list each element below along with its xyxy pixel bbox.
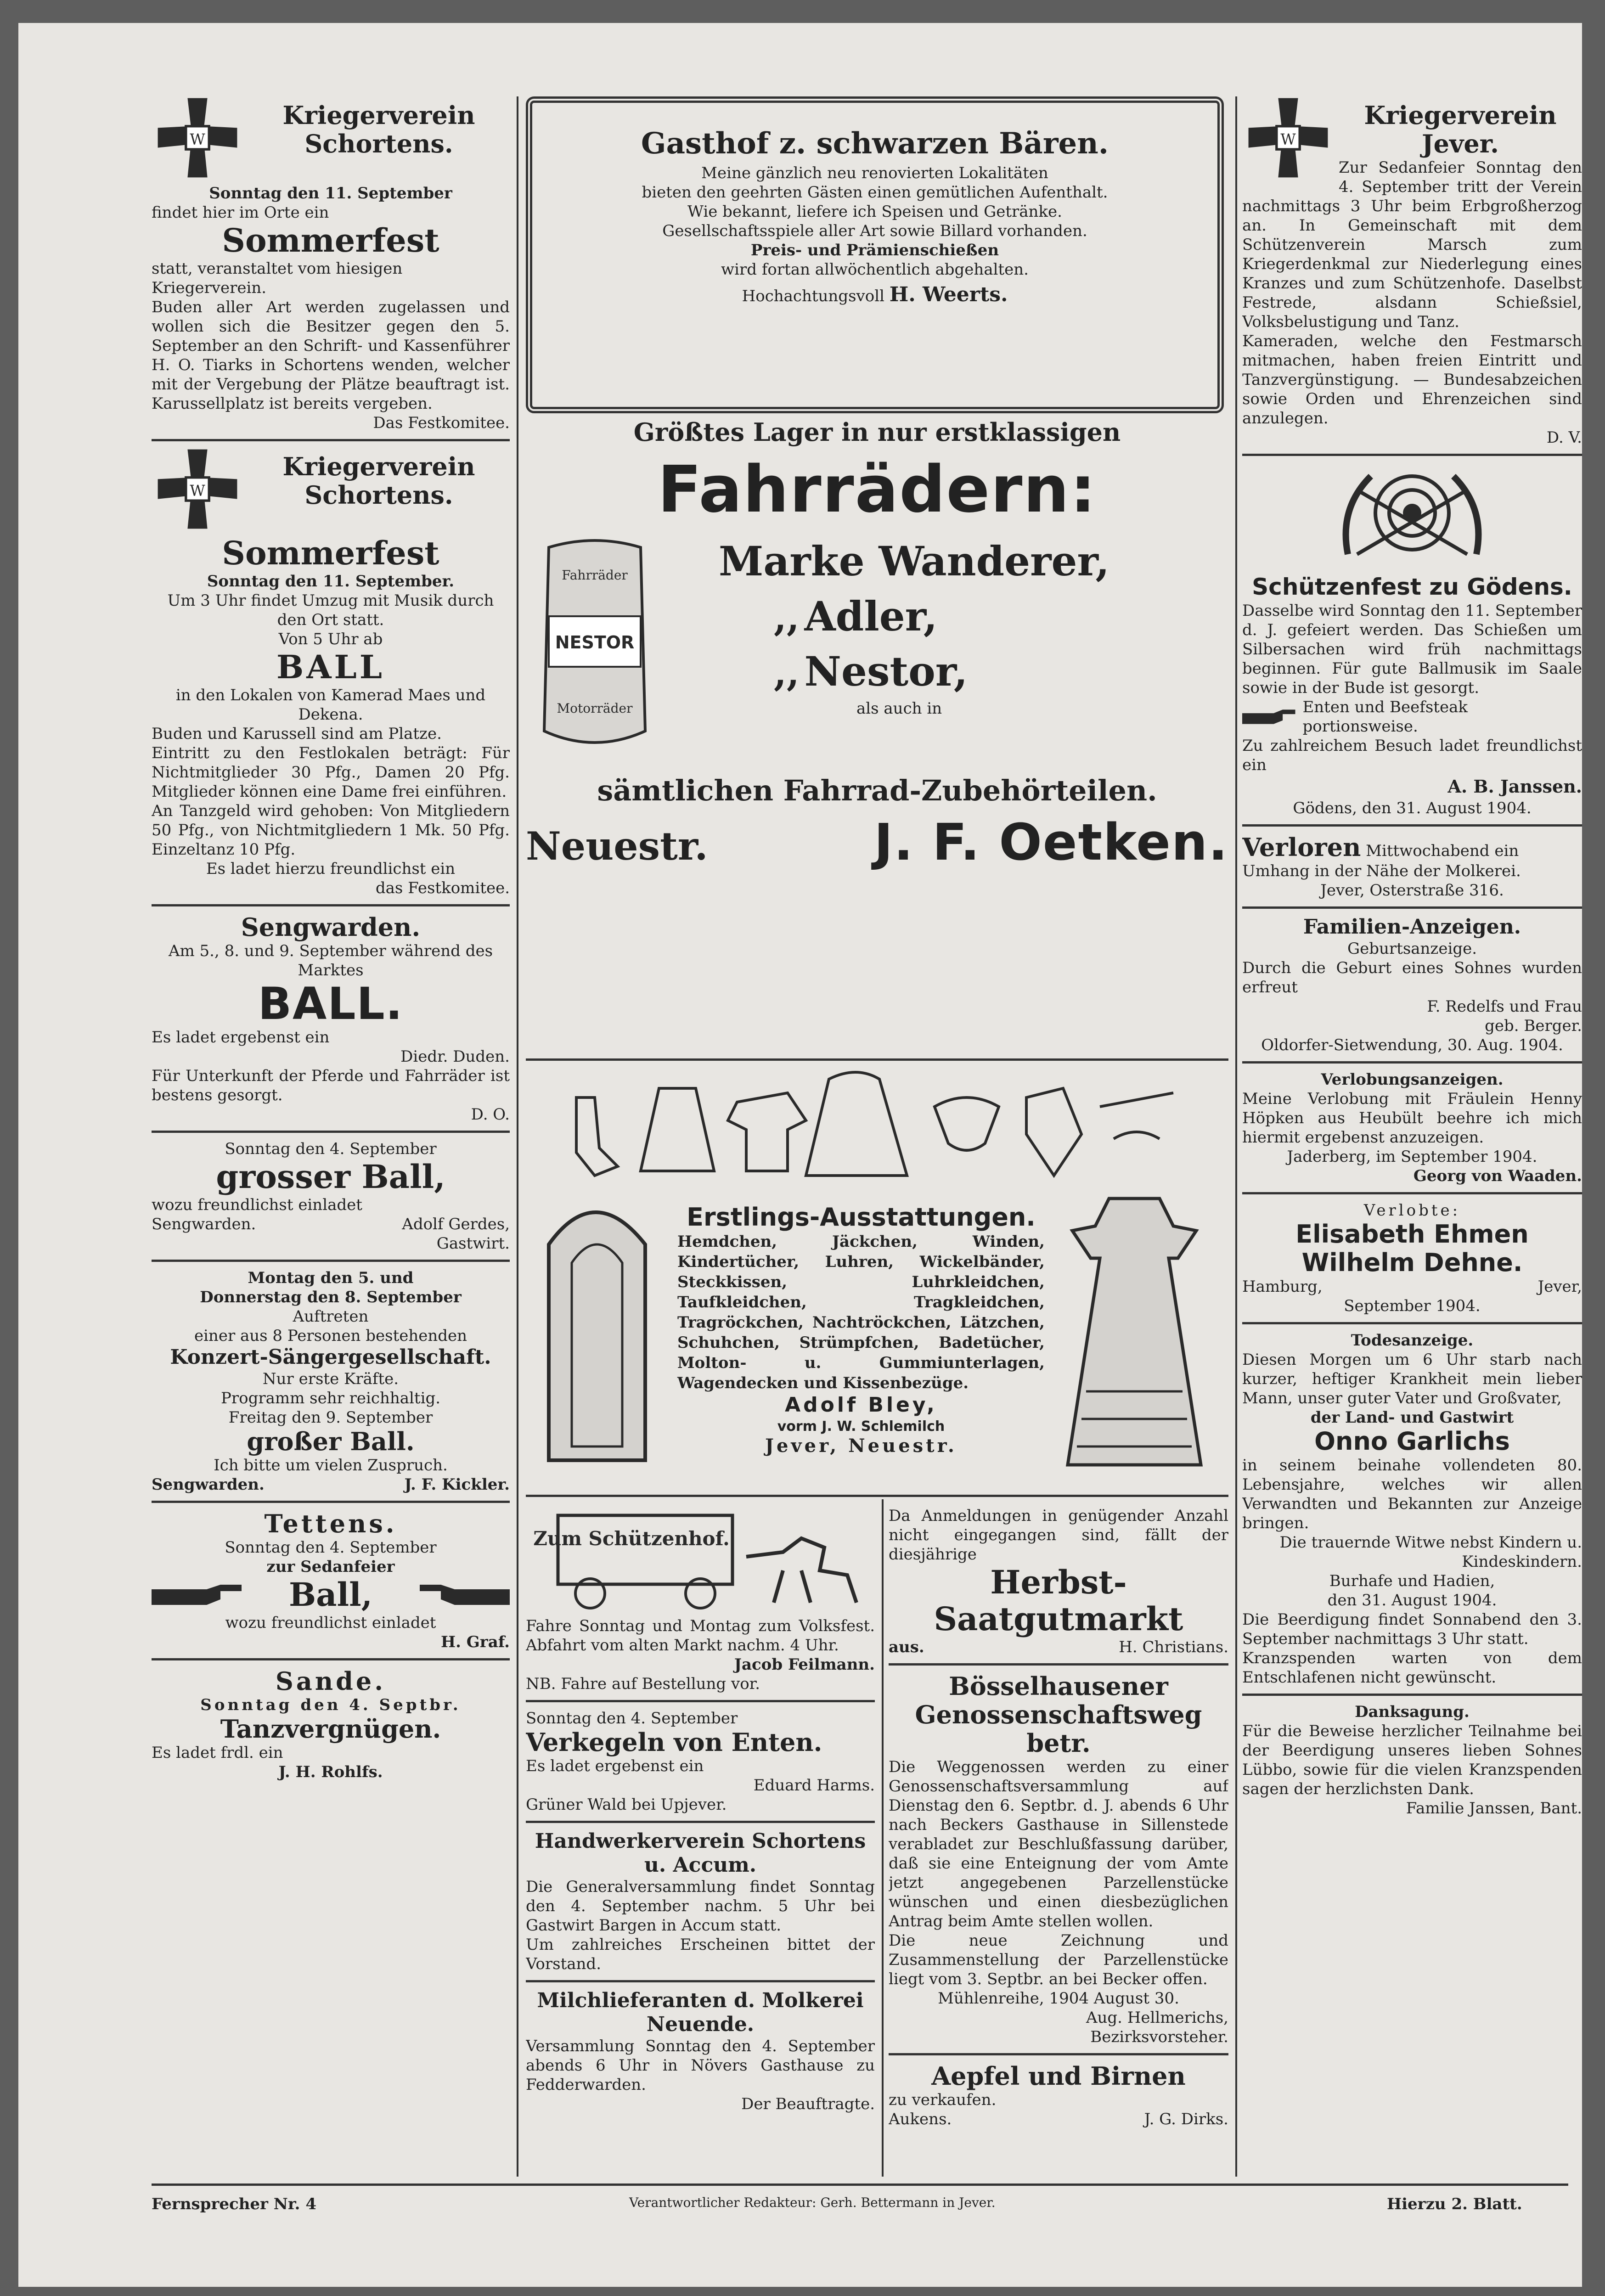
target-wreath-icon	[1329, 462, 1495, 573]
badge-middle: NESTOR	[555, 632, 635, 653]
ad-text: Es ladet ergebenst ein	[526, 1757, 704, 1775]
ad-text: Es ladet frdl. ein	[152, 1744, 283, 1762]
ad-text: findet hier im Orte ein	[152, 203, 329, 222]
section-subtitle: Verlobte:	[1363, 1201, 1461, 1220]
ad-kriegerverein-schortens-1	[152, 96, 510, 433]
brand-wanderer: Marke Wanderer,	[719, 537, 1110, 585]
ad-date: Sonntag den 4. September	[526, 1709, 738, 1728]
ad-body: Versammlung Sonntag den 4. September abends 6 Uhr in Növers Gasthause zu Fedderwarden.	[526, 2037, 875, 2094]
ad-gasthof	[526, 96, 1224, 413]
ad-place: Aukens.	[889, 2110, 952, 2128]
ad-headline: Handwerkerverein Schortens u. Accum.	[535, 1829, 866, 1877]
divider	[152, 1131, 510, 1133]
ad-ball: großer Ball.	[247, 1427, 415, 1456]
column-2-right-lower	[889, 1506, 1228, 2177]
ad-title: Kriegerverein Jever.	[1364, 101, 1557, 158]
ad-text: als auch in	[856, 699, 942, 718]
ad-body: Die neue Zeichnung und Zusammenstellung der Parzellenstücke liegt vom 3. Septbr. an bei Becker offen.	[889, 1931, 1228, 1988]
divider	[1242, 1192, 1582, 1194]
ad-text: der Land- und Gastwirt	[1310, 1408, 1514, 1427]
pillow-dress-icon	[530, 1189, 664, 1465]
ad-signature: Gastwirt.	[436, 1234, 510, 1253]
column-divider-right	[1235, 96, 1237, 2177]
horse-coach-icon	[526, 1506, 875, 1612]
svg-text:W: W	[190, 130, 205, 148]
ad-text: Am 5., 8. und 9. September während des Marktes	[168, 942, 493, 979]
ad-text: Für Unterkunft der Pferde und Fahrräder ist bestens gesorgt.	[152, 1067, 510, 1104]
divider	[526, 1700, 875, 1702]
divider	[526, 1821, 875, 1823]
familien-anzeigen	[1242, 915, 1582, 1818]
ad-body: Hemdchen, Jäckchen, Winden, Kindertücher, Luhren, Wickelbänder, Steckkissen, Luhrkleidchen, Taufkleidchen, Tragkleidchen, Tragröckchen, Nachtröckchen, Lätzchen, Schuhchen, Strümpfchen, Badetücher, Molton- u. Gummiunterlagen, Wagendecken und Kissenbezüge.	[677, 1232, 1045, 1392]
ad-text: Es ladet hierzu freundlichst ein	[206, 860, 456, 878]
ad-text: sämtlichen Fahrrad-Zubehörteilen.	[597, 774, 1157, 807]
ad-body: Buden aller Art werden zugelassen und wollen sich die Besitzer gegen den 5. September an den Schrift- und Kassenführer H. O. Tiarks in Schortens wenden, welcher mit der Vergebung der Plätze beauftragt ist. Karussellplatz ist bereits vergeben.	[152, 298, 510, 413]
ad-signature: das Festkomitee.	[375, 879, 510, 897]
ad-text: Für die Beweise herzlicher Teilnahme bei der Beerdigung unseres lieben Sohnes Lübbo, sowie für die vielen Kranzspenden sagen der herzlichsten Dank.	[1242, 1722, 1582, 1798]
ad-date: Mühlenreihe, 1904 August 30.	[938, 1989, 1179, 2008]
ad-text: einer aus 8 Personen bestehenden	[194, 1327, 467, 1345]
divider	[526, 1058, 1228, 1061]
brand-adler: Adler,	[804, 592, 938, 640]
ad-signature: vorm J. W. Schlemilch	[777, 1418, 945, 1435]
ad-text: Buden und Karussell sind am Platze.	[152, 725, 442, 743]
ad-title: Kriegerverein Schortens.	[282, 452, 475, 510]
ad-headline: Verloren	[1242, 833, 1361, 862]
ad-ball: BALL.	[258, 978, 404, 1030]
ad-date: Sonntag den 4. Septbr.	[200, 1696, 461, 1714]
ditto-mark: ,,	[774, 651, 800, 694]
ad-verloren	[1242, 833, 1582, 900]
ad-text: Eintritt zu den Festlokalen beträgt: Für Nichtmitglieder 30 Pfg., Damen 20 Pfg. Mitglieder können eine Dame frei einführen.	[152, 744, 510, 801]
ad-text: Kranzspenden warten von dem Entschlafenen nicht gewünscht.	[1242, 1649, 1582, 1687]
divider	[152, 1658, 510, 1660]
section-title: Familien-Anzeigen.	[1303, 915, 1521, 939]
ad-text: in den Lokalen von Kamerad Maes und Dekena.	[175, 686, 486, 724]
iron-cross-icon	[1247, 96, 1329, 179]
ad-title: Gasthof z. schwarzen Bären.	[641, 126, 1109, 161]
ad-date: den 31. August 1904.	[1327, 1591, 1497, 1609]
ad-text: Da Anmeldungen in genügender Anzahl nicht eingegangen sind, fällt der diesjährige	[889, 1507, 1228, 1564]
newspaper-page	[18, 23, 1582, 2287]
ad-text: Meine Verlobung mit Fräulein Henny Höpken aus Heubült beehre ich mich hiermit ergebenst anzuzeigen.	[1242, 1090, 1582, 1147]
ad-text: Diesen Morgen um 6 Uhr starb nach kurzer, heftiger Krankheit mein lieber Mann, unser guter Vater und Großvater,	[1242, 1351, 1582, 1407]
ad-text: Montag den 5. und	[248, 1269, 414, 1287]
section-subtitle: Geburtsanzeige.	[1347, 940, 1477, 958]
ad-herbst-saatgutmarkt	[889, 1506, 1228, 1657]
ad-text: Sonntag den 4. September	[225, 1538, 437, 1557]
ad-headline: Aepfel und Birnen	[931, 2061, 1186, 2091]
divider	[152, 1501, 510, 1503]
ad-body: Zur Sedanfeier Sonntag den 4. September tritt der Verein nachmittags 3 Uhr beim Erbgroßherzog an. In Gemeinschaft mit dem Schützenverein Marsch zum Kriegerdenkmal zur Niederlegung eines Kranzes und zum Schützenhofe. Daselbst Festrede, alsdann Schießsiel, Volksbelustigung und Tanz.	[1242, 158, 1582, 331]
pointing-hand-icon	[418, 1581, 510, 1609]
ad-milchlieferanten	[526, 1989, 875, 2114]
ad-date: Oldorfer-Sietwendung, 30. Aug. 1904.	[1261, 1036, 1563, 1054]
badge-top: Fahrräder	[562, 568, 628, 583]
ad-headline: Milchlieferanten d. Molkerei Neuende.	[537, 1989, 864, 2036]
ad-text: Freitag den 9. September	[228, 1408, 433, 1427]
ad-signature: H. Christians.	[1119, 1638, 1228, 1656]
ad-signature: J. G. Dirks.	[1144, 2110, 1228, 2128]
divider	[152, 904, 510, 906]
ad-place: Burhafe und Hadien,	[1329, 1572, 1495, 1590]
divider	[1242, 1694, 1582, 1696]
ad-text: Um zahlreiches Erscheinen bittet der Vorstand.	[526, 1936, 875, 1973]
ad-text: NB. Fahre auf Bestellung vor.	[526, 1675, 760, 1693]
ad-erstlings	[526, 1070, 1228, 1483]
ad-text: Fahre Sonntag und Montag zum Volksfest. Abfahrt vom alten Markt nachm. 4 Uhr.	[526, 1617, 875, 1654]
ad-signature: Diedr. Duden.	[400, 1047, 510, 1066]
bicycle-badge-icon	[535, 538, 654, 754]
ad-headline: Tanzvergnügen.	[220, 1714, 441, 1744]
ad-boesselhausen	[889, 1672, 1228, 2047]
ad-text: Es ladet ergebenst ein	[152, 1028, 330, 1047]
ad-ball: BALL	[276, 648, 385, 686]
iron-cross-icon	[156, 96, 239, 179]
ad-headline: Sommerfest	[222, 221, 439, 259]
footer-center: Verantwortlicher Redakteur: Gerh. Bettermann in Jever.	[629, 2195, 996, 2210]
ad-street: Neuestr.	[526, 823, 708, 869]
ad-signature: Familie Janssen, Bant.	[1406, 1799, 1582, 1818]
divider	[889, 2053, 1228, 2055]
column-divider-left	[517, 96, 518, 2177]
badge-bottom: Motorräder	[557, 701, 633, 716]
divider	[152, 1260, 510, 1262]
ad-text: zur Sedanfeier	[266, 1558, 395, 1576]
ad-body: Dasselbe wird Sonntag den 11. September d. J. gefeiert werden. Das Schießen um Silbersachen wird früh nachmittags beginnen. Für gute Ballmusik im Saale sowie in der Bude ist gesorgt.	[1242, 602, 1582, 697]
ad-konzert	[152, 1268, 510, 1494]
svg-text:W: W	[1280, 130, 1296, 148]
ad-text: zu verkaufen.	[889, 2091, 997, 2109]
ad-text: Größtes Lager in nur erstklassigen	[633, 417, 1121, 447]
ad-date: Jaderberg, im September 1904.	[1287, 1148, 1537, 1166]
ad-place: Sengwarden.	[152, 1475, 265, 1494]
ad-text: Preis- und Prämienschießen	[750, 241, 999, 259]
ad-signature: J. H. Rohlfs.	[278, 1763, 383, 1781]
name-deceased: Onno Garlichs	[1314, 1427, 1510, 1456]
ad-text: Die Beerdigung findet Sonnabend den 3. September nachmittags 3 Uhr statt.	[1242, 1610, 1582, 1648]
ad-text: Hochachtungsvoll	[742, 287, 884, 305]
ad-signature: Georg von Waaden.	[1413, 1167, 1582, 1185]
ad-signature: D. V.	[1546, 428, 1582, 447]
ad-text: Enten und Beefsteak portionsweise.	[1302, 698, 1468, 736]
ad-text: Auftreten	[293, 1307, 369, 1326]
ad-fahrraeder	[526, 418, 1228, 1061]
ad-text: Meine gänzlich neu renovierten Lokalitäten	[701, 164, 1048, 182]
ditto-mark: ,,	[774, 596, 800, 639]
christening-gown-icon	[1059, 1189, 1210, 1474]
name-groom: Wilhelm Dehne.	[1301, 1248, 1523, 1277]
ad-text: aus.	[889, 1638, 924, 1656]
ad-signature: J. F. Kickler.	[404, 1475, 510, 1494]
divider	[526, 1495, 1228, 1497]
ad-signature: D. O.	[471, 1105, 510, 1124]
ad-signature: H. Graf.	[440, 1633, 510, 1651]
ad-text: wird fortan allwöchentlich abgehalten.	[721, 260, 1029, 279]
ad-signature: Bezirksvorsteher.	[1090, 2028, 1228, 2046]
section-subtitle: Danksagung.	[1355, 1703, 1470, 1721]
ad-headline: grosser Ball,	[216, 1158, 445, 1196]
ad-signature: J. F. Oetken.	[874, 813, 1228, 872]
ad-text: Wie bekannt, liefere ich Speisen und Getränke.	[687, 203, 1062, 221]
ad-date: Sonntag den 4. September	[225, 1140, 437, 1158]
ad-body: Die Weggenossen werden zu einer Genossenschaftsversammlung auf Dienstag den 6. Septbr. d. J. abends 6 Uhr nach Beckers Gasthause in Sillenstede verabladet zur Beschlußfassung darüber, daß sie eine Enteignung der vom Amte jetzt angegebenen Parzellenstücke wünschen und einen diesbezüglichen Antrag beim Amte stellen wollen.	[889, 1758, 1228, 1930]
pointing-hand-icon	[152, 1581, 243, 1609]
divider	[1242, 1061, 1582, 1064]
ad-handwerkerverein	[526, 1829, 875, 1974]
ad-body: Kameraden, welche den Festmarsch mitmachen, haben freien Eintritt und Tanzvergünstigung. — Bundesabzeichen sowie Orden und Ehrenzeichen sind anzulegen.	[1242, 332, 1582, 428]
ad-place: Hamburg,	[1242, 1277, 1323, 1296]
pointing-hand-icon	[1242, 708, 1296, 726]
ad-aepfel-birnen	[889, 2062, 1228, 2129]
ad-title: Sande.	[275, 1666, 386, 1696]
ad-signature: A. B. Janssen.	[1447, 776, 1582, 797]
ad-headline: Schützenfest zu Gödens.	[1252, 574, 1572, 600]
footer-left: Fernsprecher Nr. 4	[152, 2195, 317, 2213]
ad-headline: Konzert-Sängergesellschaft.	[170, 1345, 491, 1369]
ad-body: Mittwochabend ein Umhang in der Nähe der Molkerei.	[1242, 842, 1521, 880]
ad-text: bieten den geehrten Gästen einen gemütlichen Aufenthalt.	[642, 183, 1108, 202]
ad-text: in seinem beinahe vollendeten 80. Lebensjahre, welches wir allen Verwandten und Bekannten zur Anzeige bringen.	[1242, 1456, 1582, 1532]
svg-text:W: W	[190, 482, 205, 500]
footer-rule	[152, 2183, 1568, 2186]
ad-place: Sengwarden.	[152, 1215, 256, 1233]
ad-text: Jever, Osterstraße 316.	[1320, 881, 1504, 900]
coach-sign: Zum Schützenhof.	[533, 1527, 730, 1550]
ad-signature: Jacob Feilmann.	[734, 1655, 875, 1674]
ad-schuetzenfest-goedens	[1242, 462, 1582, 818]
ad-date: September 1904.	[1344, 1297, 1481, 1315]
ad-signature: Das Festkomitee.	[373, 414, 510, 432]
ad-kriegerverein-schortens-2	[152, 448, 510, 898]
ad-headline: Verkegeln von Enten.	[526, 1728, 822, 1757]
divider	[1242, 1322, 1582, 1324]
ad-place: Jever,	[1537, 1277, 1582, 1296]
ad-text: Von 5 Uhr ab	[278, 630, 383, 648]
ad-signature: Adolf Gerdes,	[402, 1215, 510, 1233]
ad-verkegeln	[526, 1709, 875, 1814]
name-bride: Elisabeth Ehmen	[1295, 1220, 1529, 1249]
baby-clothes-icon	[540, 1070, 1205, 1185]
ad-title: Kriegerverein Schortens.	[282, 101, 475, 158]
ad-date: Sonntag den 11. September	[209, 184, 452, 203]
ad-signature: Jever, Neuestr.	[765, 1435, 957, 1457]
ad-headline: Bösselhausener Genossenschaftsweg betr.	[915, 1671, 1202, 1758]
ad-headline: Herbst-Saatgutmarkt	[934, 1563, 1183, 1638]
ad-text: wozu freundlichst einladet	[152, 1196, 362, 1214]
divider	[152, 439, 510, 441]
ad-signature: Aug. Hellmerichs,	[1086, 2009, 1228, 2027]
ad-ball: Ball,	[288, 1576, 373, 1614]
brand-nestor: Nestor,	[804, 647, 968, 695]
ad-text: Donnerstag den 8. September	[200, 1288, 462, 1306]
ad-text: Ich bitte um vielen Zuspruch.	[214, 1456, 448, 1474]
divider	[1242, 824, 1582, 827]
ad-text: statt, veranstaltet vom hiesigen Kriegerverein.	[152, 259, 403, 297]
section-subtitle: Verlobungsanzeigen.	[1321, 1070, 1504, 1089]
ad-text: Um 3 Uhr findet Umzug mit Musik durch den Ort statt.	[167, 591, 494, 629]
ad-sengwarden	[152, 913, 510, 1124]
ad-schuetzenhof	[526, 1506, 875, 1694]
column-divider-inner	[882, 1499, 884, 2177]
ad-text: Zu zahlreichem Besuch ladet freundlichst ein	[1242, 737, 1582, 774]
ad-date: Gödens, den 31. August 1904.	[1293, 799, 1532, 817]
ad-title: Sengwarden.	[241, 912, 421, 942]
divider	[1242, 906, 1582, 909]
ad-signature: geb. Berger.	[1485, 1017, 1582, 1035]
ad-headline: Fahrrädern:	[658, 452, 1097, 527]
divider	[526, 1980, 875, 1982]
ad-signature: Eduard Harms.	[753, 1776, 875, 1795]
ad-tettens	[152, 1509, 510, 1652]
column-1	[152, 96, 510, 2177]
iron-cross-icon	[156, 448, 239, 530]
ad-body: Die Generalversammlung findet Sonntag den 4. September nachm. 5 Uhr bei Gastwirt Bargen in Accum statt.	[526, 1878, 875, 1935]
footer-right: Hierzu 2. Blatt.	[1387, 2195, 1522, 2213]
column-2	[526, 96, 1228, 2177]
ad-text: Durch die Geburt eines Sohnes wurden erfreut	[1242, 959, 1582, 996]
column-2-left-lower	[526, 1506, 875, 2177]
section-subtitle: Todesanzeige.	[1351, 1331, 1474, 1350]
ad-text: Grüner Wald bei Upjever.	[526, 1795, 727, 1814]
ad-title: Tettens.	[264, 1509, 397, 1538]
ad-headline: Erstlings-Ausstattungen.	[687, 1203, 1036, 1232]
ad-text: wozu freundlichst einladet	[225, 1614, 436, 1632]
ad-text: Nur erste Kräfte.	[262, 1370, 399, 1388]
column-3	[1242, 96, 1582, 2177]
ad-signature: H. Weerts.	[889, 283, 1008, 306]
divider	[889, 1663, 1228, 1666]
divider	[1242, 454, 1582, 456]
ad-signature: Die trauernde Witwe nebst Kindern u. Kindeskindern.	[1279, 1533, 1582, 1571]
ad-text: An Tanzgeld wird gehoben: Von Mitgliedern 50 Pfg., von Nichtmitgliedern 1 Mk. 50 Pfg. Einzeltanz 10 Pfg.	[152, 802, 510, 859]
ad-date: Sonntag den 11. September.	[207, 572, 455, 591]
ad-text: Gesellschaftsspiele aller Art sowie Billard vorhanden.	[662, 222, 1087, 240]
ad-signature: F. Redelfs und Frau	[1427, 997, 1582, 1016]
ad-sande	[152, 1667, 510, 1782]
ad-headline: Sommerfest	[222, 534, 439, 572]
ad-grosser-ball	[152, 1139, 510, 1253]
ad-kriegerverein-jever	[1242, 96, 1582, 447]
ad-signature: Adolf Bley,	[785, 1393, 937, 1417]
ad-signature: Der Beauftragte.	[741, 2095, 875, 2113]
ad-text: Programm sehr reichhaltig.	[220, 1389, 441, 1407]
